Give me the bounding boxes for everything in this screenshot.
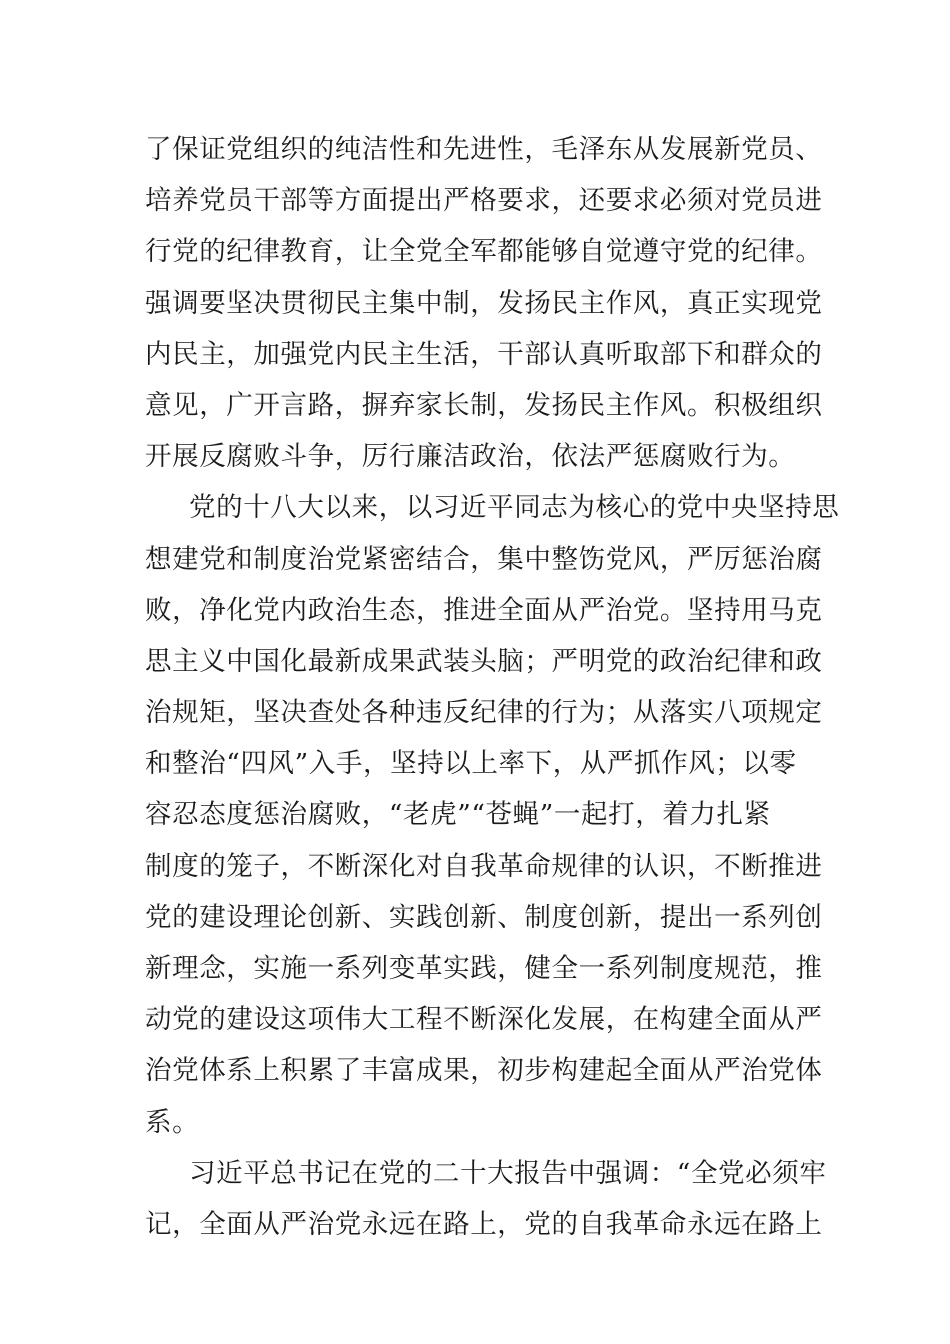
text-line: 新理念，实施一系列变革实践，健全一系列制度规范，推 (145, 953, 823, 984)
paragraph-first-line: 党的十八大以来，以习近平同志为核心的党中央坚持思 (189, 492, 840, 524)
text-line: 和整治“四风”入手，坚持以上率下，从严抓作风；以零 (145, 748, 797, 780)
text-line: 败，净化党内政治生态，推进全面从严治党。坚持用马克 (145, 594, 823, 626)
text-line: 治规矩，坚决查处各种违反纪律的行为；从落实八项规定 (145, 697, 823, 729)
text-line: 了保证党组织的纯洁性和先进性，毛泽东从发展新党员、 (145, 134, 823, 165)
text-line: 系。 (145, 1106, 200, 1138)
text-line: 记，全面从严治党永远在路上，党的自我革命永远在路上 (145, 1208, 823, 1240)
text-line: 治党体系上积累了丰富成果，初步构建起全面从严治党体 (145, 1055, 823, 1087)
text-line: 培养党员干部等方面提出严格要求，还要求必须对党员进 (145, 185, 823, 217)
text-line: 开展反腐败斗争，厉行廉洁政治，依法严惩腐败行为。 (145, 441, 796, 473)
text-line: 内民主，加强党内民主生活，干部认真听取部下和群众的 (145, 338, 823, 370)
text-line: 动党的建设这项伟大工程不断深化发展，在构建全面从严 (145, 1004, 823, 1036)
paragraph-first-line: 习近平总书记在党的二十大报告中强调：“全党必须牢 (189, 1157, 827, 1189)
text-line: 行党的纪律教育，让全党全军都能够自觉遵守党的纪律。 (145, 236, 823, 268)
text-line: 强调要坚决贯彻民主集中制，发扬民主作风，真正实现党 (145, 287, 823, 319)
text-line: 意见，广开言路，摒弃家长制，发扬民主作风。积极组织 (145, 389, 823, 421)
text-line: 思主义中国化最新成果武装头脑；严明党的政治纪律和政 (145, 645, 823, 677)
text-line: 党的建设理论创新、实践创新、制度创新，提出一系列创 (145, 901, 823, 933)
text-line: 制度的笼子，不断深化对自我革命规律的认识，不断推进 (145, 850, 823, 882)
document-body (145, 124, 840, 1250)
text-line: 容忍态度惩治腐败，“老虎”“苍蝇”一起打，着力扎紧 (145, 799, 771, 831)
text-line: 想建党和制度治党紧密结合，集中整饬党风，严厉惩治腐 (145, 543, 823, 575)
